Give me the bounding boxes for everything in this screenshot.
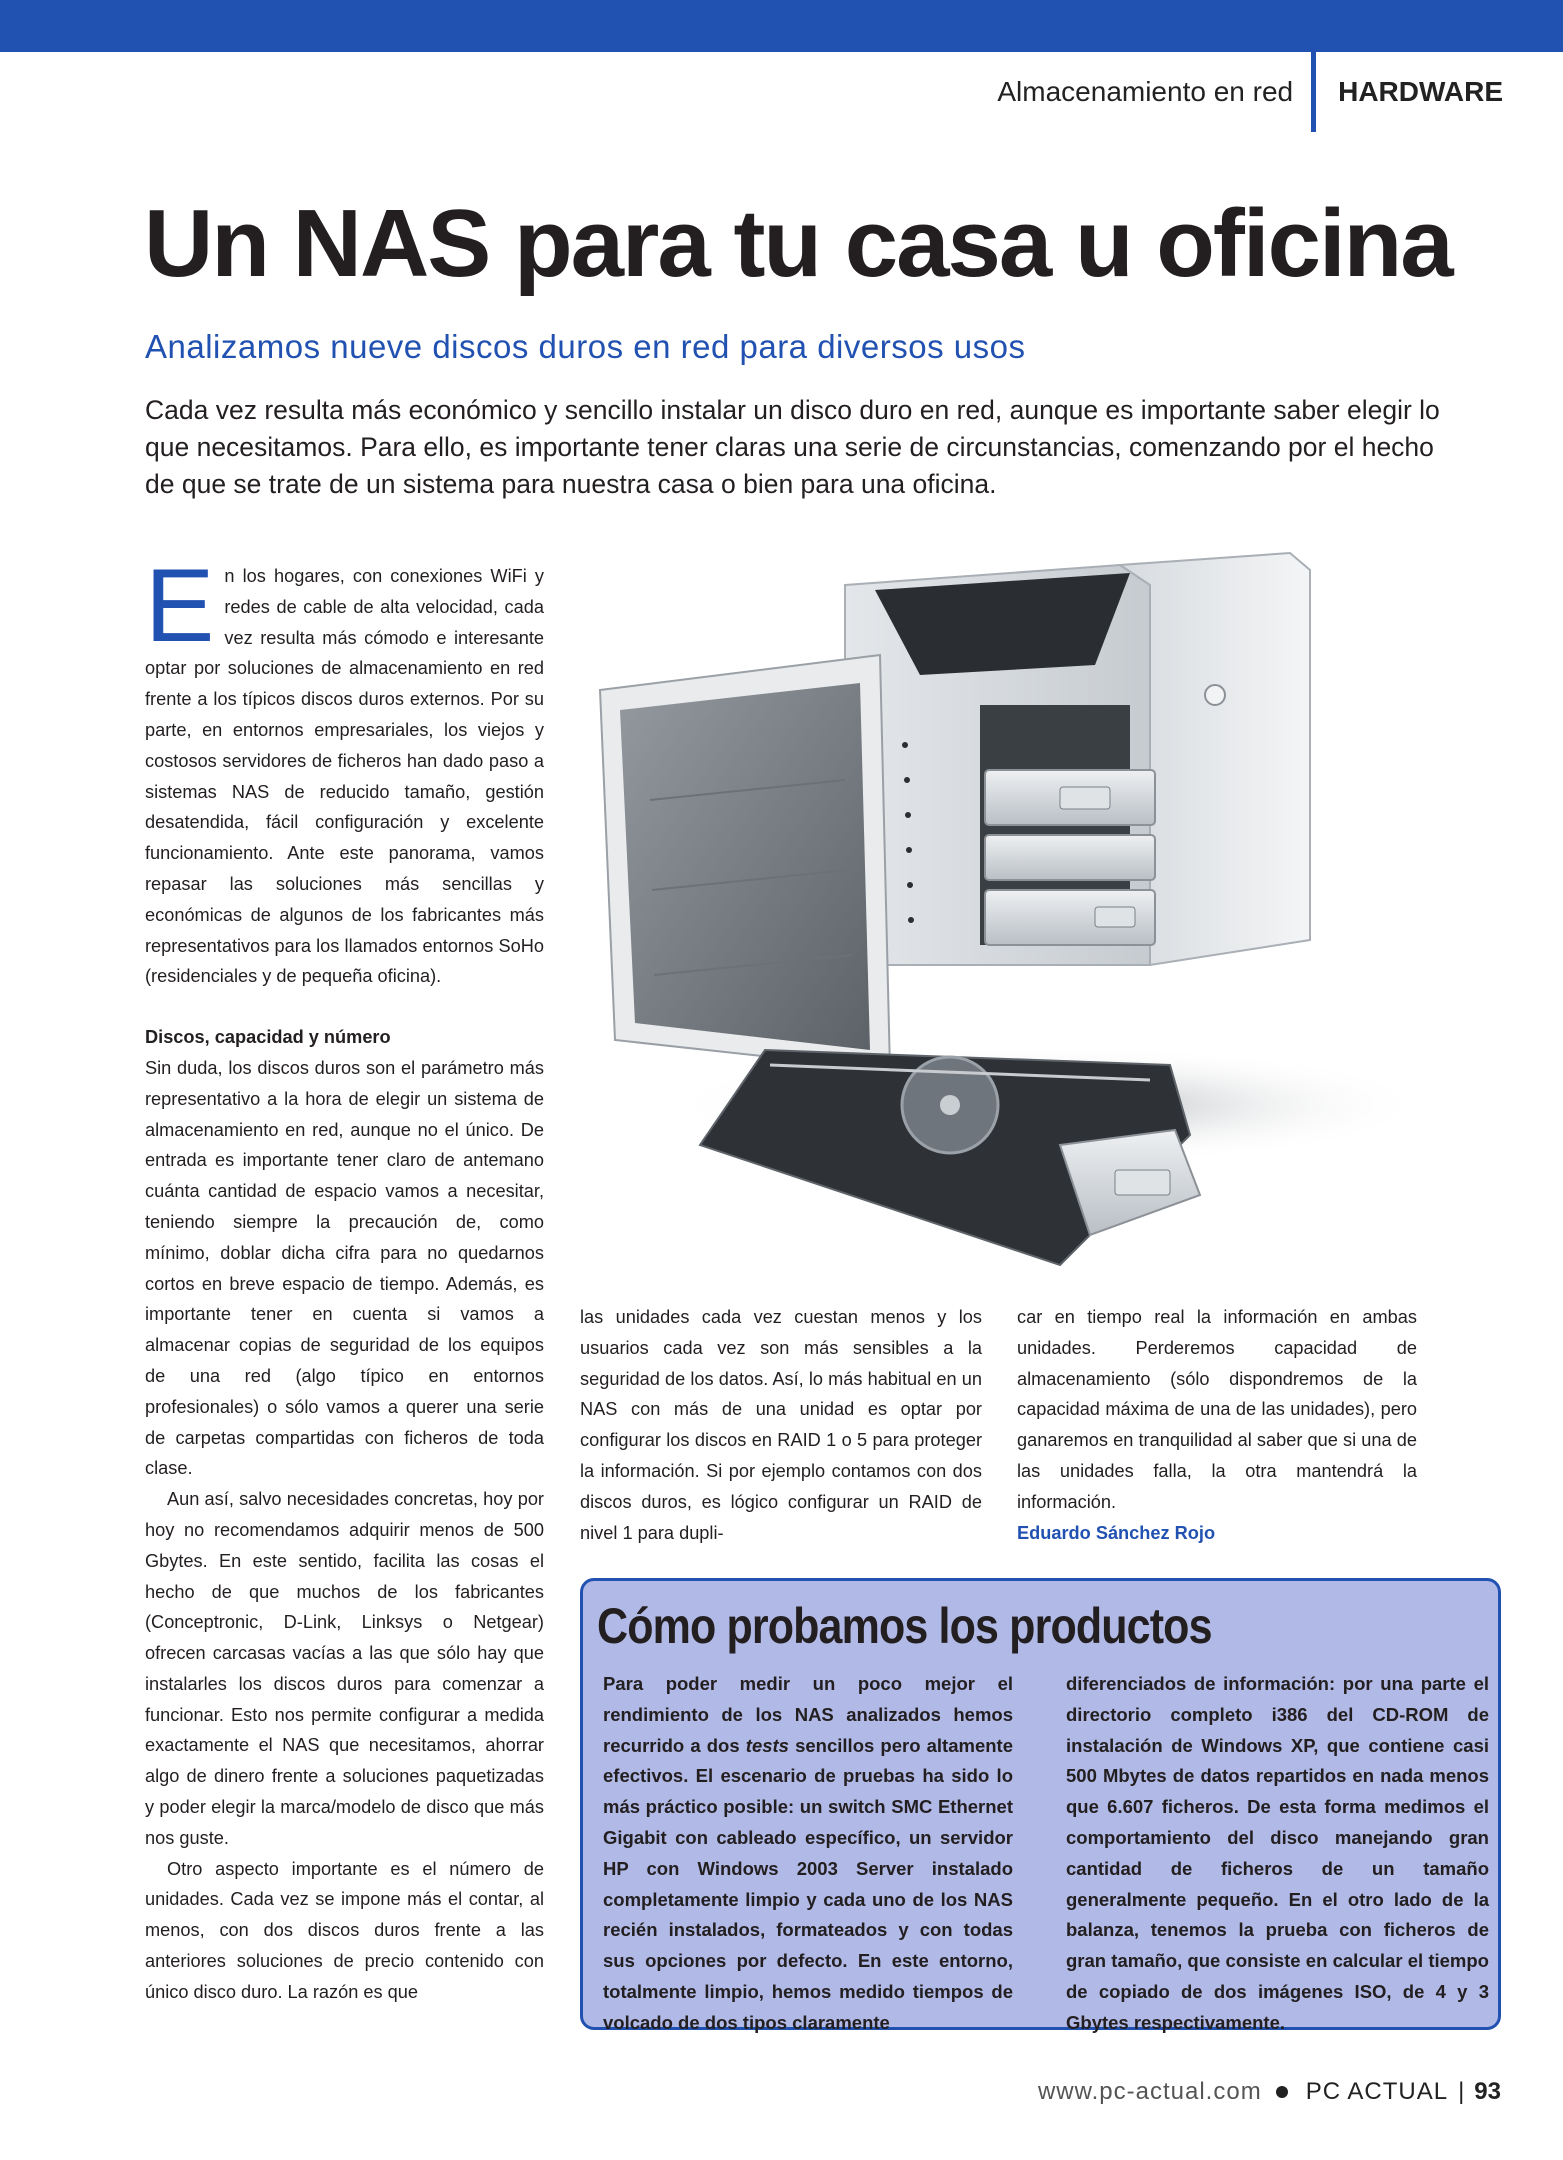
article-lead: Cada vez resulta más económico y sencillo instalar un disco duro en red, aunque es importante saber elegir lo que necesitamos. Para ello, es importante tener claras una serie de circunstancias, comenzando por el hecho de que se trate de un sistema para nuestra casa o bien para una oficina. [145, 395, 1440, 499]
sidebar-highlight: ficheros de gran tamaño [1066, 1919, 1489, 1972]
sidebar-highlight: i386 [1271, 1703, 1308, 1725]
testing-sidebar-box [580, 1578, 1501, 2033]
sidebar-text: , que consiste en calcular el tiempo de copiado de dos imágenes ISO, de 4 y 3 Gbytes respectivamente. [1066, 1950, 1489, 2033]
sidebar-column-2 [1066, 1669, 1489, 2039]
top-color-bar [0, 0, 1563, 52]
sidebar-text: sencillos pero altamente efectivos. El escenario de pruebas ha sido lo más práctico posible: un [603, 1734, 1013, 1818]
page-footer [1038, 2070, 1501, 2114]
sidebar-highlight: 500 Mbytes [1066, 1765, 1167, 1787]
header-divider [1311, 52, 1316, 132]
sidebar-text: instalado completamente limpio y cada uno de los NAS recién instalados, formateados y con todas sus opciones por defecto. En este entorno, totalmente limpio, hemos medido tiempos de volcado de dos tipos claramente [603, 1857, 1013, 2033]
magazine-name: PC ACTUAL [1305, 2078, 1449, 2105]
website-url: www.pc-actual.com [1037, 2078, 1262, 2105]
intro-text: n los hogares, con conexiones WiFi y redes de cable de alta velocidad, cada vez resulta más cómodo e interesante optar por soluciones de almacenamiento en red frente a los típicos discos duros externos. Por su parte, en entornos empresariales, los viejos y costosos servidores de ficheros han dado paso a sistemas NAS de reducido tamaño, gestión desatendida, fácil configuración y excelente funcionamiento. Ante este panorama, vamos repasar las soluciones más sencillas y económicas de algunos de los fabricantes más representativos para los llamados entornos SoHo (residenciales y de pequeña oficina). [145, 566, 544, 987]
sidebar-text: con cableado específico, un [666, 1826, 940, 1848]
column-3-text: car en tiempo real la información en ambas unidades. Perderemos capacidad de almacenamiento (sólo dispondremos de la capacidad máxima de una de las unidades), pero ganaremos en tranquilidad al saber que si una de las unidades falla, la otra mantendrá la información. [1017, 1307, 1417, 1512]
dropcap: E [145, 548, 215, 664]
sidebar-text: del CD-ROM de instalación de Windows XP, que contiene casi [1066, 1703, 1489, 1756]
sidebar-text: Para poder medir un poco mejor el rendimiento de los NAS analizados hemos recurrido a dos [603, 1673, 1013, 1756]
bullet-icon [1276, 2086, 1288, 2098]
footer-separator: | [1458, 2078, 1465, 2105]
section-category: HARDWARE [1338, 76, 1503, 107]
page-number: 93 [1474, 2078, 1501, 2105]
paragraph-3: Aun así, salvo necesidades concretas, hoy por hoy no recomendamos adquirir menos de 500 Gbytes. En este sentido, facilita las cosas el hecho de que muchos de los fabricantes (Conceptronic, D-Link, Linksys o Netgear) ofrecen carcasas vacías a las que sólo hay que instalarles los discos duros para comenzar a funcionar. Esto nos permite configurar a medida exactamente el NAS que necesitamos, ahorrar algo de dinero frente a soluciones paquetizadas y poder elegir la marca/modelo de disco que más nos guste. [145, 1489, 544, 1848]
article-column-2 [580, 1302, 982, 1548]
column-2-text: las unidades cada vez cuestan menos y los usuarios cada vez son más sensibles a la seguridad de los datos. Así, lo más habitual en un NAS con más de una unidad es optar por configurar los discos en RAID 1 o 5 para proteger la información. Si por ejemplo contamos con dos discos duros, es lógico configurar un RAID de nivel 1 para dupli- [580, 1307, 982, 1543]
article-subtitle: Analizamos nueve discos duros en red para diversos usos [145, 328, 1026, 365]
sidebar-text: de datos repartidos en nada menos que 6.607 ficheros. De esta forma medimos el comportamiento del disco manejando gran cantidad de ficheros de un tamaño generalmente pequeño. En el otro lado de la balanza, tenemos la prueba con [1066, 1765, 1490, 1941]
section-header [997, 52, 1503, 132]
section-name: Almacenamiento en red [997, 76, 1294, 107]
intro-paragraph [145, 548, 544, 992]
nas-device-photo [590, 545, 1440, 1280]
sidebar-highlight: servidor HP con Windows 2003 Server [603, 1826, 1013, 1879]
sidebar-emphasis: tests [745, 1734, 789, 1756]
sidebar-highlight: switch SMC Ethernet Gigabit [603, 1796, 1014, 1848]
sidebar-text: diferenciados de información: por una parte el directorio completo [1066, 1673, 1489, 1725]
article-column-3 [1017, 1302, 1417, 1548]
paragraph-4: Otro aspecto importante es el número de unidades. Cada vez se impone más el contar, al menos, con dos discos duros frente a las anteriores soluciones de precio contenido con único disco duro. La razón es que [145, 1858, 544, 2002]
article-title: Un NAS para tu casa u oficina [144, 190, 1452, 297]
sidebar-column-1 [603, 1669, 1013, 2039]
sidebar-paragraph-2 [1066, 1669, 1489, 2039]
sidebar-paragraph-1 [603, 1669, 1013, 2039]
paragraph-2: Sin duda, los discos duros son el parámetro más representativo a la hora de elegir un sistema de almacenamiento en red, aunque no el único. De entrada es importante tener claro de antemano cuánta cantidad de espacio vamos a necesitar, teniendo siempre la precaución de, como mínimo, doblar dicha cifra para no quedarnos cortos en breve espacio de tiempo. Además, es importante tener en cuenta si vamos a almacenar copias de seguridad de los equipos de una red (algo típico en entornos profesionales) o sólo vamos a querer una serie de carpetas compartidas con ficheros de toda clase. [145, 1057, 544, 1479]
sidebar-title: Cómo probamos los productos [597, 1598, 1212, 1654]
author-byline: Eduardo Sánchez Rojo [1017, 1522, 1216, 1543]
section-title: Discos, capacidad y número [145, 1027, 391, 1048]
article-column-1 [145, 548, 544, 2008]
